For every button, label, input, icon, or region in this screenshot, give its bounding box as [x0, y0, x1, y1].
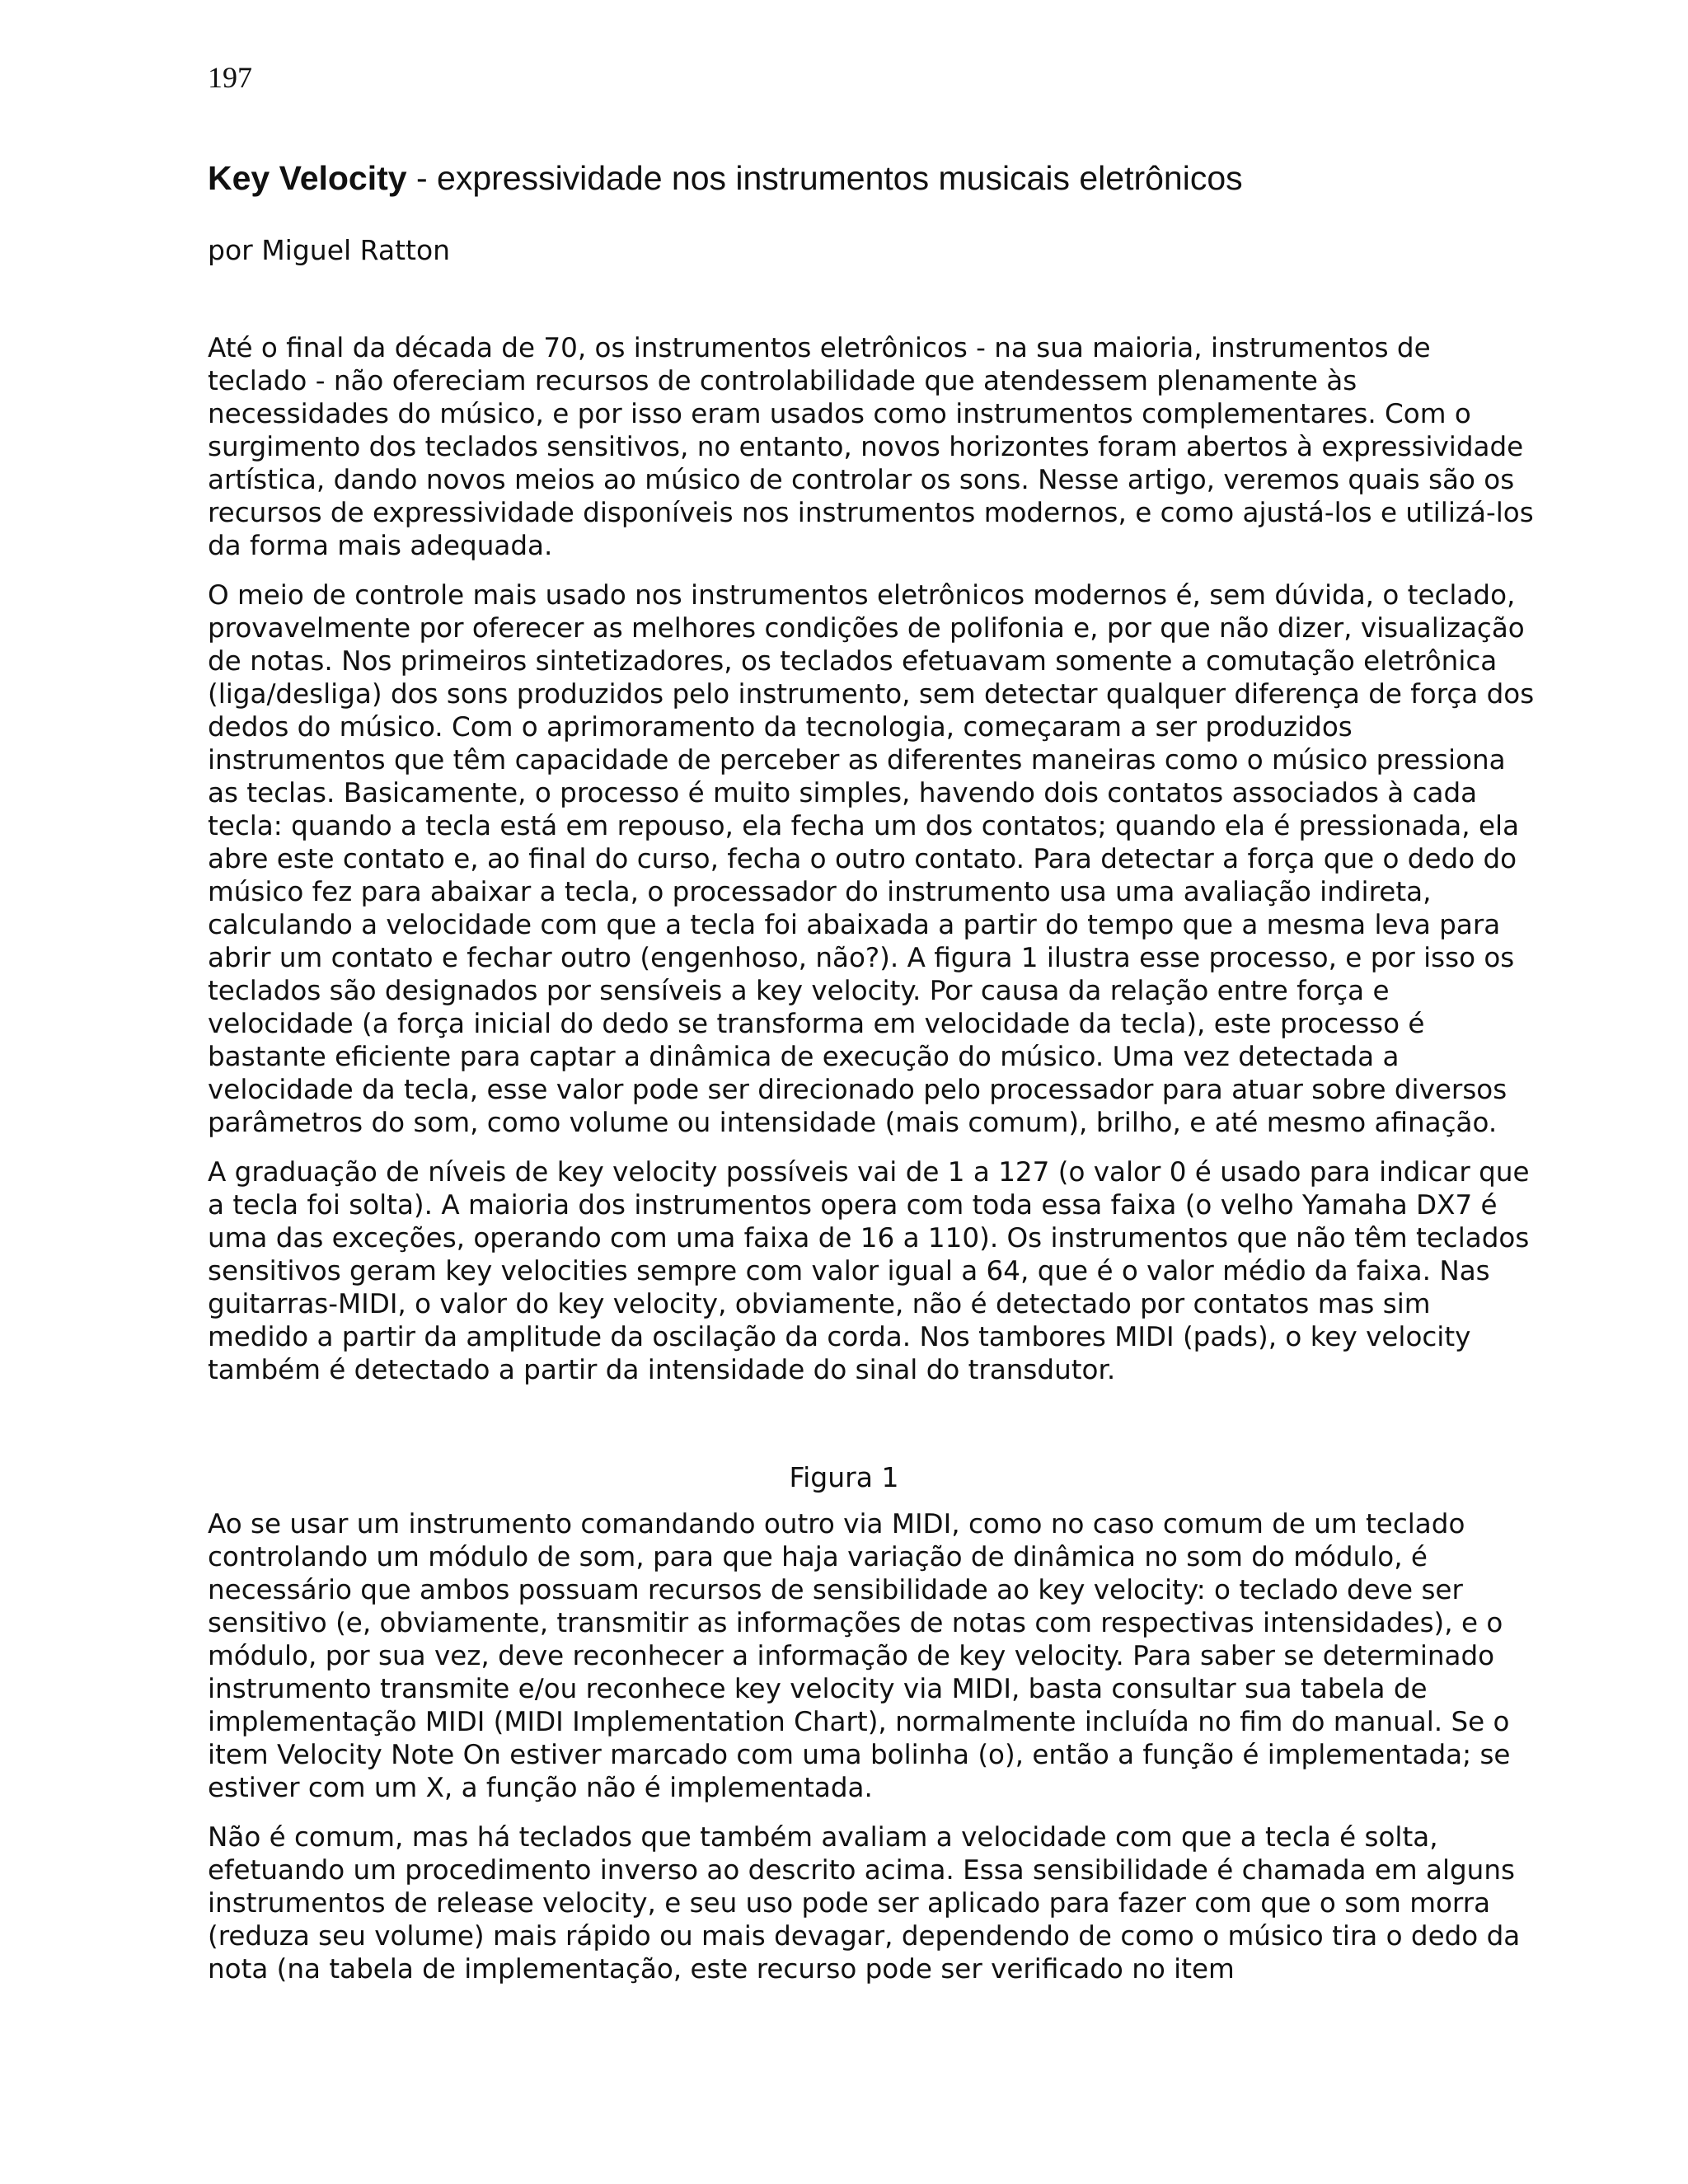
- article-title: [208, 157, 1543, 199]
- article-body-after-figure: [208, 1507, 1535, 2002]
- paragraph-intro: Até o final da década de 70, os instrumentos eletrônicos - na sua maioria, instrumentos de teclado - não ofereciam recursos de controlabilidade que atendessem plenamente às necessidades do músico, e por isso eram usados como instrumentos complementares. Com o surgimento dos teclados sensitivos, no entanto, novos horizontes foram abertos à expressividade artística, dando novos meios ao músico de controlar os sons. Nesse artigo, veremos quais são os recursos de expressividade disponíveis nos instrumentos modernos, e como ajustá-los e utilizá-los da forma mais adequada.: [208, 332, 1534, 561]
- article-author: por Miguel Ratton: [208, 234, 451, 266]
- paragraph-midi-control: Ao se usar um instrumento comandando outro via MIDI, como no caso comum de um teclado controlando um módulo de som, para que haja variação de dinâmica no som do módulo, é necessário que ambos possuam recursos de sensibilidade ao key velocity: o teclado deve ser sensitivo (e, obviamente, transmitir as informações de notas com respectivas intensidades), e o módulo, por sua vez, deve reconhecer a informação de key velocity. Para saber se determinado instrumento transmite e/ou reconhece key velocity via MIDI, basta consultar sua tabela de implementação MIDI (MIDI Implementation Chart), normalmente incluída no fim do manual. Se o item Velocity Note On estiver marcado com uma bolinha (o), então a função é implementada; se estiver com um X, a função não é implementada.: [208, 1508, 1511, 1803]
- paragraph-velocity-range: A graduação de níveis de key velocity possíveis vai de 1 a 127 (o valor 0 é usado para indicar que a tecla foi solta). A maioria dos instrumentos opera com toda essa faixa (o velho Yamaha DX7 é uma das exceções, operando com uma faixa de 16 a 110). Os instrumentos que não têm teclados sensitivos geram key velocities sempre com valor igual a 64, que é o valor médio da faixa. Nas guitarras-MIDI, o valor do key velocity, obviamente, não é detectado por contatos mas sim medido a partir da amplitude da oscilação da corda. Nos tambores MIDI (pads), o key velocity também é detectado a partir da intensidade do sinal do transdutor.: [208, 1156, 1530, 1385]
- article-title-subtitle: - expressividade nos instrumentos musicais eletrônicos: [406, 159, 1243, 197]
- article-body-before-figure: [208, 331, 1535, 1403]
- paragraph-release-velocity: Não é comum, mas há teclados que também avaliam a velocidade com que a tecla é solta, efetuando um procedimento inverso ao descrito acima. Essa sensibilidade é chamada em alguns instrumentos de release velocity, e seu uso pode ser aplicado para fazer com que o som morra (reduza seu volume) mais rápido ou mais devagar, dependendo de como o músico tira o dedo da nota (na tabela de implementação, este recurso pode ser verificado no item: [208, 1821, 1521, 1985]
- paragraph-keyboard-mechanism: O meio de controle mais usado nos instrumentos eletrônicos modernos é, sem dúvida, o teclado, provavelmente por oferecer as melhores condições de polifonia e, por que não dizer, visualização de notas. Nos primeiros sintetizadores, os teclados efetuavam somente a comutação eletrônica (liga/desliga) dos sons produzidos pelo instrumento, sem detectar qualquer diferença de força dos dedos do músico. Com o aprimoramento da tecnologia, começaram a ser produzidos instrumentos que têm capacidade de perceber as diferentes maneiras como o músico pressiona as teclas. Basicamente, o processo é muito simples, havendo dois contatos associados à cada tecla: quando a tecla está em repouso, ela fecha um dos contatos; quando ela é pressionada, ela abre este contato e, ao final do curso, fecha o outro contato. Para detectar a força que o dedo do músico fez para abaixar a tecla, o processador do instrumento usa uma avaliação indireta, calculando a velocidade com que a tecla foi abaixada a partir do tempo que a mesma leva para abrir um contato e fechar outro (engenhoso, não?). A figura 1 ilustra esse processo, e por isso os teclados são designados por sensíveis a key velocity. Por causa da relação entre força e velocidade (a força inicial do dedo se transforma em velocidade da tecla), este processo é bastante eficiente para captar a dinâmica de execução do músico. Uma vez detectada a velocidade da tecla, esse valor pode ser direcionado pelo processador para atuar sobre diversos parâmetros do som, como volume ou intensidade (mais comum), brilho, e até mesmo afinação.: [208, 579, 1535, 1138]
- article-title-keyword: Key Velocity: [208, 159, 407, 197]
- page-number: 197: [208, 61, 252, 94]
- figure-caption: Figura 1: [789, 1461, 899, 1493]
